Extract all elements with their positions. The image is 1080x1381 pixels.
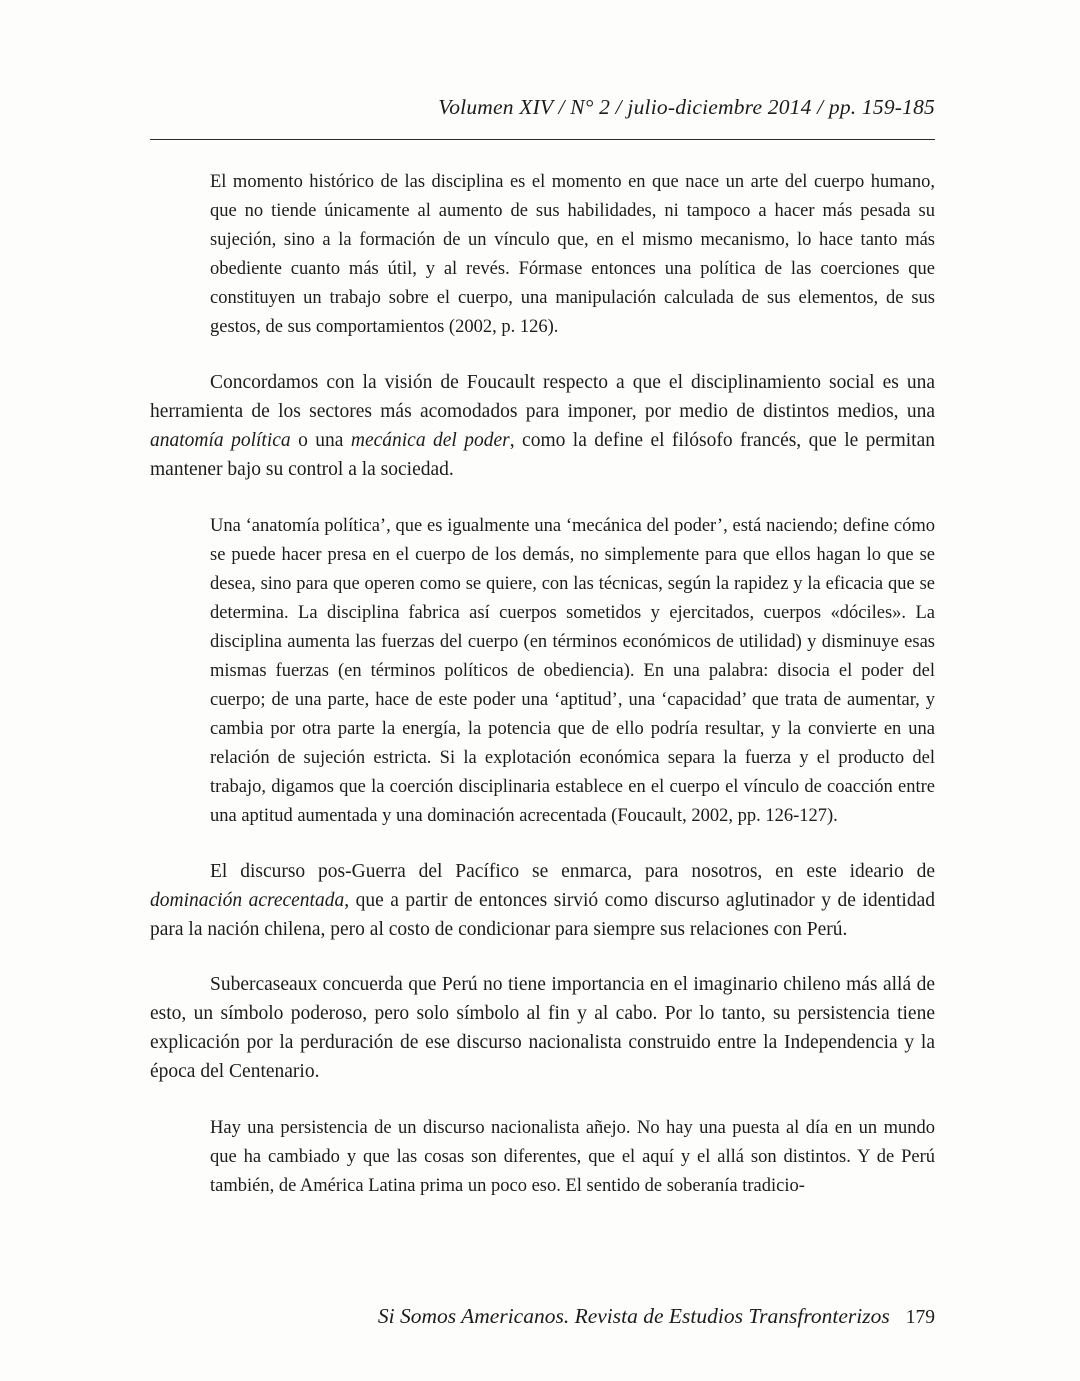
- text-segment: , como la define el filósofo francés, que le permitan mantener bajo su control a la sociedad.: [150, 430, 935, 480]
- italic-term-mecanica-del-poder: mecánica del poder: [350, 430, 510, 451]
- blockquote-foucault-1: El momento histórico de las disciplina es el momento en que nace un arte del cuerpo humano, que no tiende únicamente al aumento de sus habilidades, ni tampoco a hacer más pesada su sujeción, sino a la formación de un vínculo que, en el mismo mecanismo, lo hace tanto más obediente cuanto más útil, y al revés. Fórmase entonces una política de las coerciones que constituyen un trabajo sobre el cuerpo, una manipulación calculada de sus elementos, de sus gestos, de sus comportamientos (2002, p. 126).: [210, 172, 935, 337]
- page-header: [150, 92, 935, 140]
- text-segment: , que a partir de entonces sirvió como discurso aglutinador y de identidad para la nación chilena, pero al costo de condicionar para siempre sus relaciones con Perú.: [150, 890, 935, 940]
- paragraph-subercaseaux: Subercaseaux concuerda que Perú no tiene importancia en el imaginario chileno más allá de esto, un símbolo poderoso, pero solo símbolo al fin y al cabo. Por lo tanto, su persistencia tiene explicación por la perduración de ese discurso nacionalista construido entre la Independencia y la época del Centenario.: [150, 974, 935, 1082]
- header-volume-line: Volumen XIV / N° 2 / julio-diciembre 2014 / pp. 159-185: [438, 95, 935, 119]
- footer-journal-title: Si Somos Americanos. Revista de Estudios Transfronterizos: [377, 1304, 890, 1328]
- header-rule: [150, 139, 935, 140]
- footer-page-number: 179: [905, 1307, 935, 1328]
- italic-term-anatomia-politica: anatomía política: [150, 430, 291, 451]
- page-footer: [150, 1304, 935, 1329]
- italic-term-dominacion-acrecentada: dominación acrecentada: [150, 890, 345, 911]
- text-segment: Concordamos con la visión de Foucault respecto a que el disciplinamiento social es una herramienta de los sectores más acomodados para imponer, por medio de distintos medios, una: [150, 372, 935, 422]
- blockquote-foucault-2: Una ‘anatomía política’, que es igualmente una ‘mecánica del poder’, está naciendo; define cómo se puede hacer presa en el cuerpo de los demás, no simplemente para que ellos hagan lo que se desea, sino para que operen como se quiere, con las técnicas, según la rapidez y la eficacia que se determina. La disciplina fabrica así cuerpos sometidos y ejercitados, cuerpos «dóciles». La disciplina aumenta las fuerzas del cuerpo (en términos económicos de utilidad) y disminuye esas mismas fuerzas (en términos políticos de obediencia). En una palabra: disocia el poder del cuerpo; de una parte, hace de este poder una ‘aptitud’, una ‘capacidad’ que trata de aumentar, y cambia por otra parte la energía, la potencia que de ello podría resultar, y la convierte en una relación de sujeción estricta. Si la explotación económica separa la fuerza y el producto del trabajo, digamos que la coerción disciplinaria establece en el cuerpo el vínculo de coacción entre una aptitud aumentada y una dominación acrecentada (Foucault, 2002, pp. 126-127).: [210, 516, 935, 826]
- paragraph-concordamos: [150, 368, 935, 484]
- text-segment: o una: [290, 430, 351, 451]
- paragraph-discurso-pacifico: [150, 857, 935, 944]
- text-segment: El discurso pos-Guerra del Pacífico se enmarca, para nosotros, en este ideario de: [210, 861, 935, 882]
- blockquote-subercaseaux: Hay una persistencia de un discurso nacionalista añejo. No hay una puesta al día en un mundo que ha cambiado y que las cosas son diferentes, que el aquí y el allá son distintos. Y de Perú también, de América Latina prima un poco eso. El sentido de soberanía tradicio-: [210, 1118, 935, 1196]
